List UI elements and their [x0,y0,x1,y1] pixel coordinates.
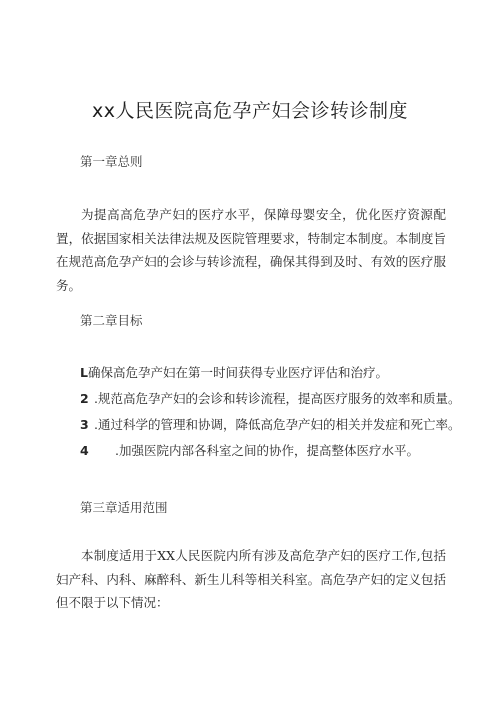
list-item-number: L [80,365,88,380]
list-item [80,441,460,459]
list-item [80,415,460,433]
list-item-number: 3 [80,417,89,432]
list-item-text: .通过科学的管理和协调，降低高危孕产妇的相关并发症和死亡率。 [94,417,461,432]
chapter-1-heading: 第一章总则 [80,154,143,169]
list-item-number: 2 [80,391,89,406]
list-item-text: .加强医院内部各科室之间的协作，提高整体医疗水平。 [115,443,419,458]
list-item [80,363,460,381]
chapter-3-body: 本制度适用于XX人民医院内所有涉及高危孕产妇的医疗工作,包括妇产科、内科、麻醉科、新生儿科等相关科室。高危孕产妇的定义包括但不限于以下情况： [56,548,446,610]
chapter-3-heading: 第三章适用范围 [80,500,168,515]
chapter-2-heading: 第二章目标 [80,313,143,328]
list-item-text: .规范高危孕产妇的会诊和转诊流程，提高医疗服务的效率和质量。 [94,391,461,406]
list-item-number: 4 [80,443,89,458]
chapter-1-body: 为提高高危孕产妇的医疗水平，保障母婴安全，优化医疗资源配置，依据国家相关法律法规及医院管理要求，特制定本制度。本制度旨在规范高危孕产妇的会诊与转诊流程，确保其得到及时、有效的医疗服务。 [56,207,446,293]
document-title: xx人民医院高危孕产妇会诊转诊制度 [92,100,408,122]
list-item-text: 确保高危孕产妇在第一时间获得专业医疗评估和治疗。 [87,365,388,380]
list-item [80,389,460,407]
